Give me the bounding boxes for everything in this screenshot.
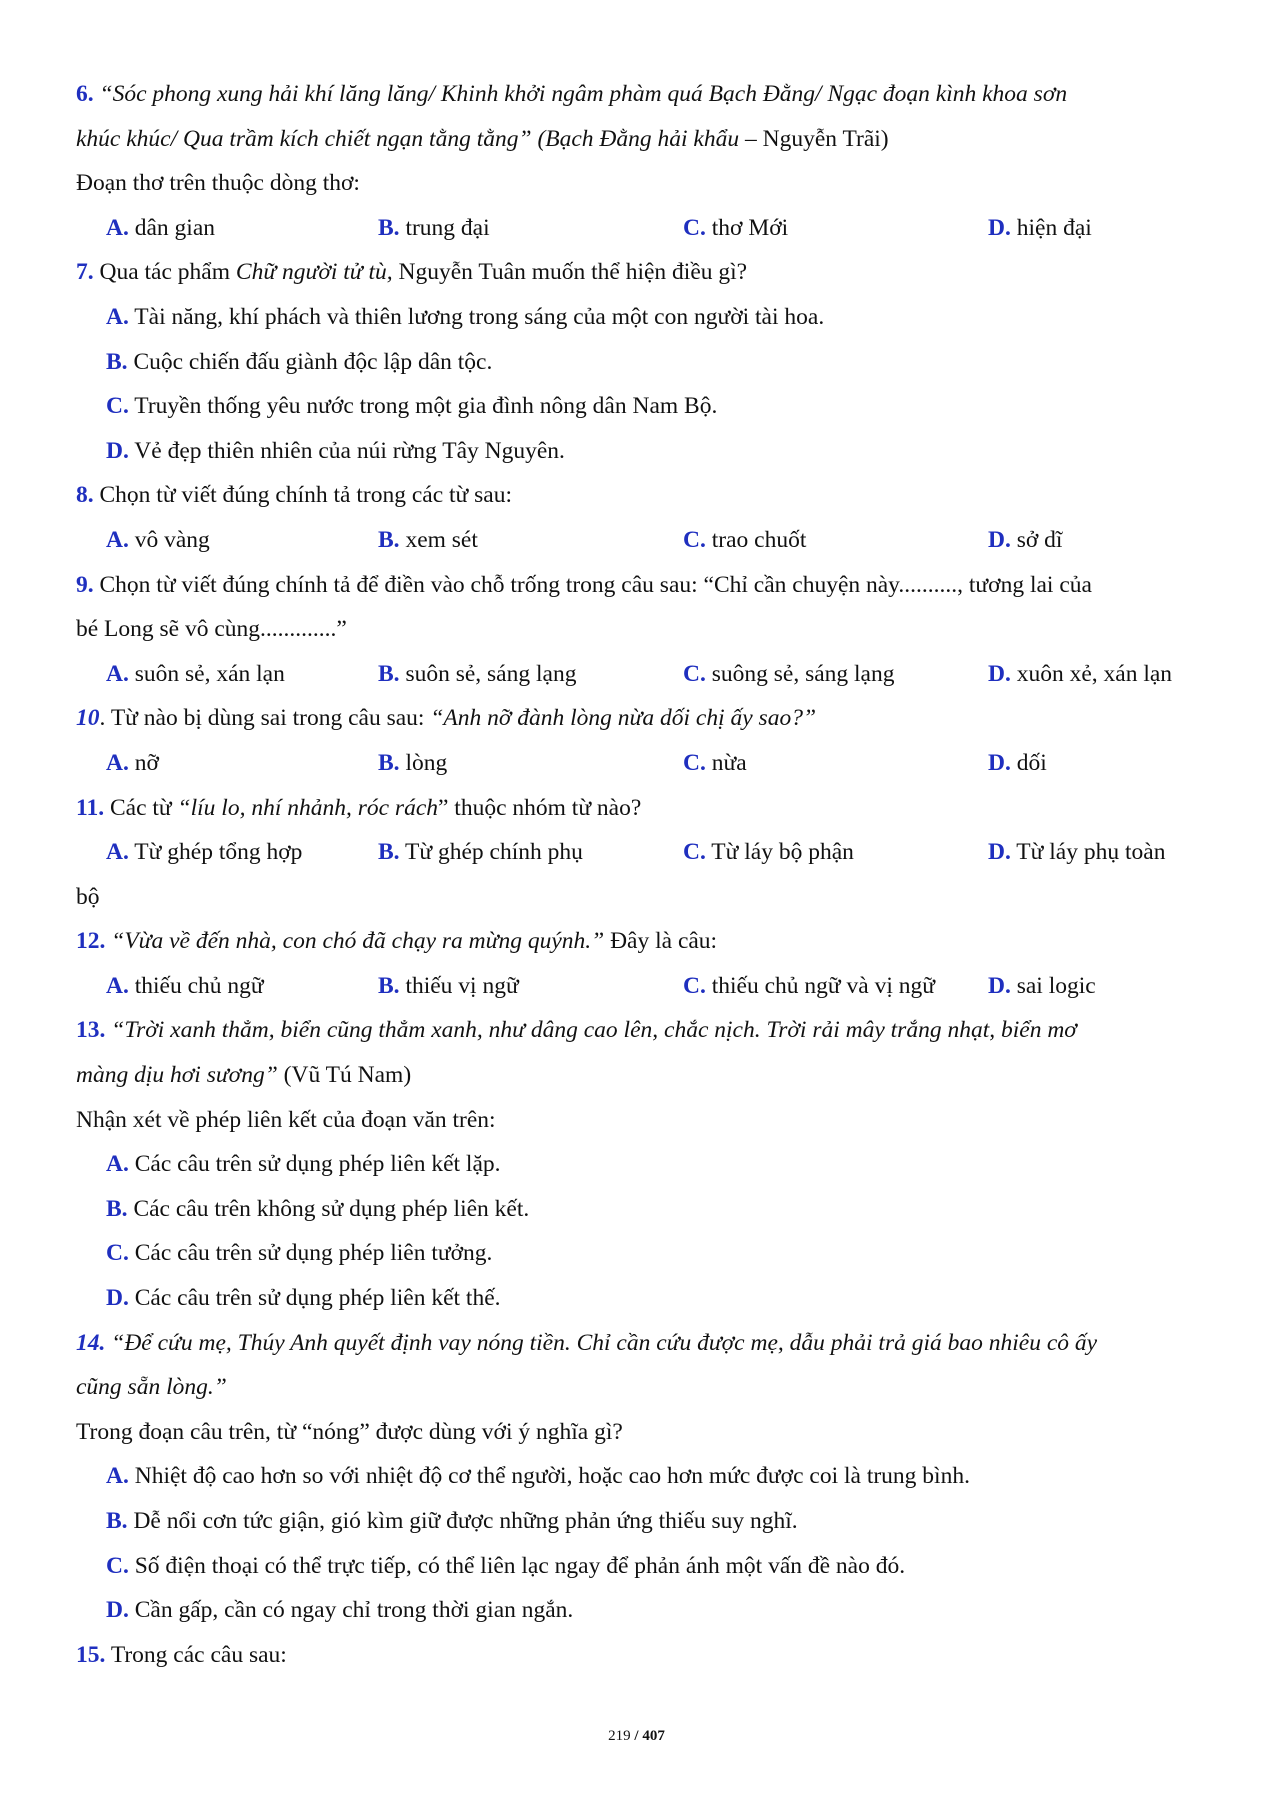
question-14-line-1 bbox=[76, 1321, 1206, 1366]
option-c[interactable]: C. suông sẻ, sáng lạng bbox=[683, 660, 895, 687]
question-14-line-2: cũng sẵn lòng.” bbox=[76, 1374, 227, 1401]
option-b[interactable]: B. xem sét bbox=[378, 526, 478, 553]
option-d[interactable]: D. sở dĩ bbox=[988, 526, 1063, 553]
question-number: 8. bbox=[76, 482, 94, 509]
question-number: 7. bbox=[76, 259, 94, 286]
question-9-line-2: bé Long sẽ vô cùng.............” bbox=[76, 616, 347, 643]
question-8-options bbox=[76, 518, 1206, 563]
question-11: 11. Các từ “líu lo, nhí nhảnh, róc rách” thuộc nhóm từ nào? bbox=[76, 794, 642, 821]
option-c[interactable]: C. nừa bbox=[683, 749, 747, 776]
option-c[interactable]: C. trao chuốt bbox=[683, 526, 807, 553]
quoted-passage: “Để cứu mẹ, Thúy Anh quyết định vay nóng tiền. Chỉ cần cứu được mẹ, dẫu phải trả giá bao nhiêu cô ấy bbox=[105, 1329, 1098, 1356]
option-b[interactable]: B. Từ ghép chính phụ bbox=[378, 839, 583, 866]
option-d[interactable]: D. Vẻ đẹp thiên nhiên của núi rừng Tây Nguyên. bbox=[106, 437, 565, 464]
question-6-options bbox=[76, 206, 1206, 251]
question-13-line-2: màng dịu hơi sương” (Vũ Tú Nam) bbox=[76, 1062, 412, 1089]
option-a[interactable]: A. Tài năng, khí phách và thiên lương trong sáng của một con người tài hoa. bbox=[106, 303, 825, 330]
question-7: 7. Qua tác phẩm Chữ người tử tù, Nguyễn Tuân muốn thể hiện điều gì? bbox=[76, 259, 748, 286]
question-9-options bbox=[76, 652, 1206, 697]
option-d-wrap: bộ bbox=[76, 883, 100, 910]
question-14-prompt: Trong đoạn câu trên, từ “nóng” được dùng với ý nghĩa gì? bbox=[76, 1418, 623, 1445]
question-12-options bbox=[76, 964, 1206, 1009]
question-number: 10 bbox=[76, 705, 100, 732]
option-d[interactable]: D. Các câu trên sử dụng phép liên kết thế. bbox=[106, 1285, 501, 1312]
question-6-line-1 bbox=[76, 72, 1206, 117]
question-11-options bbox=[76, 830, 1206, 875]
option-a[interactable]: A. dân gian bbox=[106, 214, 215, 241]
option-b[interactable]: B. suôn sẻ, sáng lạng bbox=[378, 660, 577, 687]
question-number: 9. bbox=[76, 571, 94, 598]
question-6-line-2 bbox=[76, 117, 1206, 162]
question-13-line-1 bbox=[76, 1008, 1206, 1053]
option-d[interactable]: D. sai logic bbox=[988, 972, 1096, 999]
total-pages: 407 bbox=[642, 1728, 665, 1744]
option-c[interactable]: C. Từ láy bộ phận bbox=[683, 839, 854, 866]
question-13-prompt: Nhận xét về phép liên kết của đoạn văn trên: bbox=[76, 1106, 496, 1133]
question-15: 15. Trong các câu sau: bbox=[76, 1641, 287, 1668]
quoted-sentence: “Vừa về đến nhà, con chó đã chạy ra mừng quýnh.” bbox=[105, 928, 605, 955]
question-number: 15. bbox=[76, 1641, 106, 1668]
poem-quote-cont: khúc khúc/ Qua trầm kích chiết ngạn tằng tằng” bbox=[76, 125, 532, 152]
work-title: Chữ người tử tù, bbox=[235, 259, 393, 286]
page-number bbox=[0, 1728, 1273, 1745]
option-b[interactable]: B. Cuộc chiến đấu giành độc lập dân tộc. bbox=[106, 348, 493, 375]
quoted-words: “líu lo, nhí nhảnh, róc rách bbox=[177, 794, 438, 821]
poem-source: (Bạch Đằng hải khẩu bbox=[531, 125, 740, 152]
question-number: 13. bbox=[76, 1017, 106, 1044]
option-d[interactable]: D. Từ láy phụ toàn bbox=[988, 839, 1166, 866]
passage-source: (Vũ Tú Nam) bbox=[277, 1062, 412, 1089]
quoted-passage: “Trời xanh thẳm, biển cũng thẳm xanh, như dâng cao lên, chắc nịch. Trời rải mây trắng nhạt, biển mơ bbox=[105, 1017, 1077, 1044]
question-number: 14. bbox=[76, 1329, 106, 1356]
option-a[interactable]: A. nỡ bbox=[106, 749, 159, 776]
option-c[interactable]: C. Truyền thống yêu nước trong một gia đình nông dân Nam Bộ. bbox=[106, 393, 718, 420]
option-a[interactable]: A. Các câu trên sử dụng phép liên kết lặp. bbox=[106, 1151, 501, 1178]
option-d[interactable]: D. xuôn xẻ, xán lạn bbox=[988, 660, 1173, 687]
question-8: 8. Chọn từ viết đúng chính tả trong các từ sau: bbox=[76, 482, 512, 509]
option-c[interactable]: C. Các câu trên sử dụng phép liên tưởng. bbox=[106, 1240, 493, 1267]
question-number: 12. bbox=[76, 928, 106, 955]
option-b[interactable]: B. lòng bbox=[378, 749, 448, 776]
option-a[interactable]: A. Nhiệt độ cao hơn so với nhiệt độ cơ thể người, hoặc cao hơn mức được coi là trung bình. bbox=[106, 1463, 970, 1490]
question-number: 11. bbox=[76, 794, 105, 821]
option-d[interactable]: D. dối bbox=[988, 749, 1047, 776]
question-6-prompt: Đoạn thơ trên thuộc dòng thơ: bbox=[76, 170, 360, 197]
option-a[interactable]: A. vô vàng bbox=[106, 526, 210, 553]
poem-quote: “Sóc phong xung hải khí lăng lăng/ Khinh khởi ngâm phàm quá Bạch Đằng/ Ngạc đoạn kình khoa sơn bbox=[99, 81, 1068, 107]
exam-page bbox=[76, 72, 1206, 1677]
option-b[interactable]: B. Dễ nổi cơn tức giận, gió kìm giữ được những phản ứng thiếu suy nghĩ. bbox=[106, 1508, 798, 1534]
option-c[interactable]: C. thiếu chủ ngữ và vị ngữ bbox=[683, 972, 935, 999]
option-c[interactable]: C. thơ Mới bbox=[683, 214, 789, 241]
option-b[interactable]: B. trung đại bbox=[378, 214, 490, 241]
option-a[interactable]: A. thiếu chủ ngữ bbox=[106, 972, 264, 999]
option-a[interactable]: A. Từ ghép tổng hợp bbox=[106, 839, 303, 866]
question-12: 12. “Vừa về đến nhà, con chó đã chạy ra mừng quýnh.” Đây là câu: bbox=[76, 928, 718, 955]
current-page: 219 bbox=[608, 1728, 631, 1744]
poem-author: – Nguyễn Trãi) bbox=[739, 125, 889, 152]
page-separator: / bbox=[630, 1728, 643, 1744]
question-10: 10. Từ nào bị dùng sai trong câu sau: “Anh nỡ đành lòng nừa dối chị ấy sao?” bbox=[76, 705, 817, 732]
question-number: 6. bbox=[76, 81, 94, 107]
option-d[interactable]: D. Cần gấp, cần có ngay chỉ trong thời gian ngắn. bbox=[106, 1597, 574, 1624]
option-b[interactable]: B. thiếu vị ngữ bbox=[378, 972, 519, 999]
question-10-options bbox=[76, 741, 1206, 786]
option-c[interactable]: C. Số điện thoại có thể trực tiếp, có thể liên lạc ngay để phản ánh một vấn đề nào đó. bbox=[106, 1552, 906, 1579]
question-9-line-1: 9. Chọn từ viết đúng chính tả để điền vào chỗ trống trong câu sau: “Chỉ cần chuyện này.........., tương lai của bbox=[76, 571, 1092, 598]
option-d[interactable]: D. hiện đại bbox=[988, 214, 1092, 241]
option-b[interactable]: B. Các câu trên không sử dụng phép liên kết. bbox=[106, 1195, 530, 1222]
option-a[interactable]: A. suôn sẻ, xán lạn bbox=[106, 660, 285, 687]
quoted-sentence: “Anh nỡ đành lòng nừa dối chị ấy sao?” bbox=[430, 705, 817, 732]
